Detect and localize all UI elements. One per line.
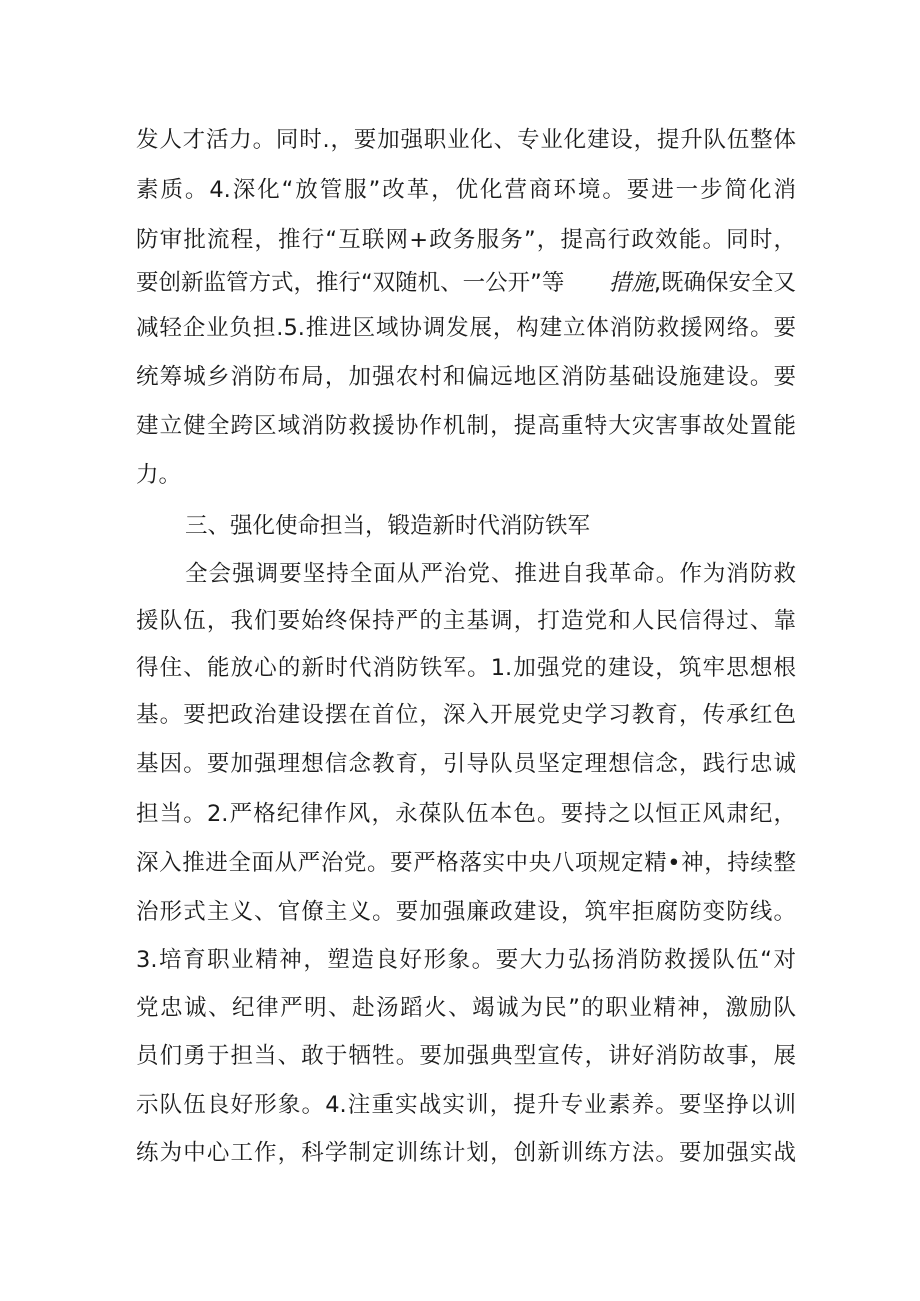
- text-line: 发人才活力。同时.，要加强职业化、专业化建设，提升队伍整体: [136, 127, 796, 153]
- text-line: 力。: [136, 462, 182, 488]
- text-line: 员们勇于担当、敢于牺牲。要加强典型宣传，讲好消防故事，展: [136, 1043, 796, 1069]
- text-line: 练为中心工作，科学制定训练计划，创新训练方法。要加强实战: [136, 1140, 796, 1166]
- text-line: 全会强调要坚持全面从严治党、推进自我革命。作为消防救: [185, 561, 796, 587]
- text-line: 减轻企业负担.5.推进区域协调发展，构建立体消防救援网络。要: [136, 315, 796, 341]
- text-line: 3.培育职业精神，塑造良好形象。要大力弘扬消防救援队伍“对: [136, 947, 796, 973]
- text-line: 担当。2.严格纪律作风，永葆队伍本色。要持之以恒正风肃纪，: [136, 801, 796, 827]
- text-line: 素质。4.深化“放管服”改革，优化营商环境。要进一步简化消: [136, 177, 796, 203]
- text-line: 统筹城乡消防布局，加强农村和偏远地区消防基础设施建设。要: [136, 364, 796, 390]
- text-line: 建立健全跨区域消防救援协作机制，提高重特大灾害事故处置能: [136, 413, 796, 439]
- text-line: 防审批流程，推行“互联网+政务服务”，提高行政效能。同时，: [136, 227, 796, 253]
- text-line: [136, 268, 796, 298]
- text-line: 基因。要加强理想信念教育，引导队员坚定理想信念，践行忠诚: [136, 751, 796, 777]
- text-segment: 要创新监管方式，推行“双随机、一公开”等: [136, 270, 565, 296]
- text-segment: ,既确保安全又: [653, 270, 796, 296]
- section-heading: 三、强化使命担当，锻造新时代消防铁军: [185, 513, 591, 539]
- text-line: 得住、能放心的新时代消防铁军。1.加强党的建设，筑牢思想根: [136, 655, 796, 681]
- text-line: 基。要把政治建设摆在首位，深入开展党史学习教育，传承红色: [136, 702, 796, 728]
- emphasis-text: 措施: [608, 270, 654, 296]
- text-line: 党忠诚、纪律严明、赴汤蹈火、竭诚为民”的职业精神，激励队: [136, 995, 796, 1021]
- text-line: 治形式主义、官僚主义。要加强廉政建设，筑牢拒腐防变防线。: [136, 899, 796, 925]
- text-line: 援队伍，我们要始终保持严的主基调，打造党和人民信得过、靠: [136, 608, 796, 634]
- text-line: 示队伍良好形象。4.注重实战实训，提升专业素养。要坚挣以训: [136, 1092, 796, 1118]
- text-line: 深入推进全面从严治党。要严格落实中央八项规定精•神，持续整: [136, 850, 796, 876]
